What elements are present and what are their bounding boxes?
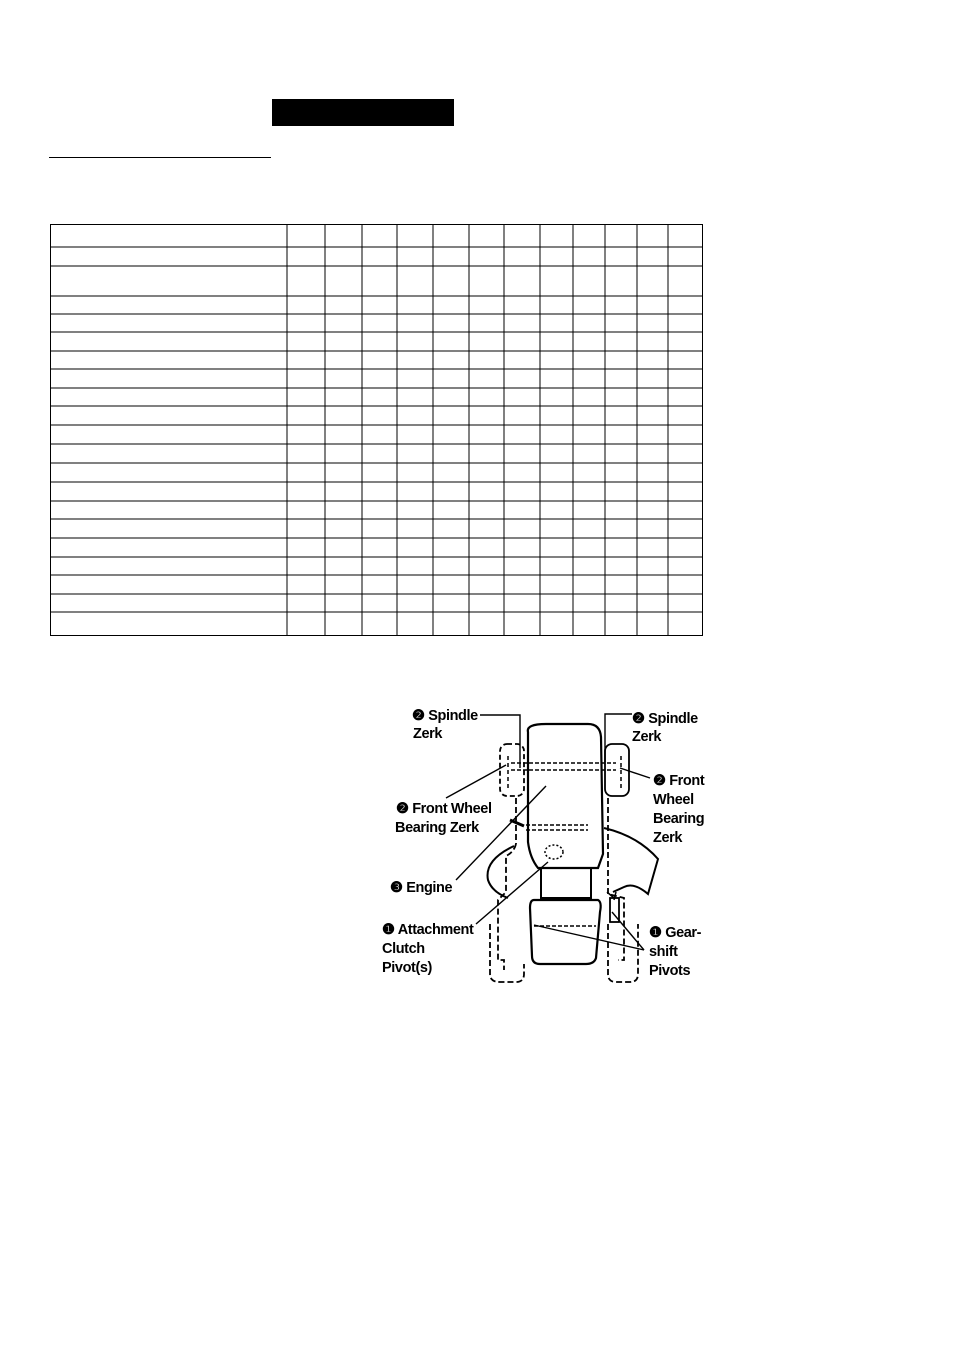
subheading-rule: [49, 157, 271, 158]
seat-outline: [541, 868, 591, 898]
label-gearshift-3: Pivots: [649, 963, 691, 979]
label-engine: ❸ Engine: [390, 880, 453, 896]
lubrication-diagram: [376, 702, 716, 988]
rear-wheel-left: [490, 924, 524, 982]
mower-deck-outline: [604, 828, 658, 894]
label-front-wheel-left-2: Bearing Zerk: [395, 820, 479, 836]
rear-wheel-right: [608, 924, 638, 982]
label-spindle-zerk-right-2: Zerk: [632, 729, 662, 745]
label-gearshift-1: ❶ Gear-: [649, 925, 702, 941]
label-attachment-clutch-2: Clutch: [382, 941, 425, 957]
label-front-wheel-right-1: ❷ Front: [653, 773, 705, 789]
frame-rails: [498, 798, 516, 970]
label-front-wheel-right-2: Wheel: [653, 792, 694, 808]
label-front-wheel-right-3: Bearing: [653, 811, 705, 827]
label-front-wheel-left-1: ❷ Front Wheel: [396, 801, 492, 817]
label-attachment-clutch-3: Pivot(s): [382, 960, 432, 976]
label-gearshift-2: shift: [649, 944, 678, 960]
label-front-wheel-right-4: Zerk: [653, 830, 683, 846]
label-spindle-zerk-left-2: Zerk: [413, 726, 443, 742]
label-attachment-clutch-1: ❶ Attachment: [382, 922, 474, 938]
hood-outline: [528, 724, 603, 868]
engine-location: [545, 845, 563, 859]
maintenance-schedule-table: [50, 224, 703, 636]
label-spindle-zerk-left: ❷ Spindle: [412, 708, 478, 724]
label-spindle-zerk-right: ❷ Spindle: [632, 711, 698, 727]
section-title-bar: [272, 99, 454, 126]
